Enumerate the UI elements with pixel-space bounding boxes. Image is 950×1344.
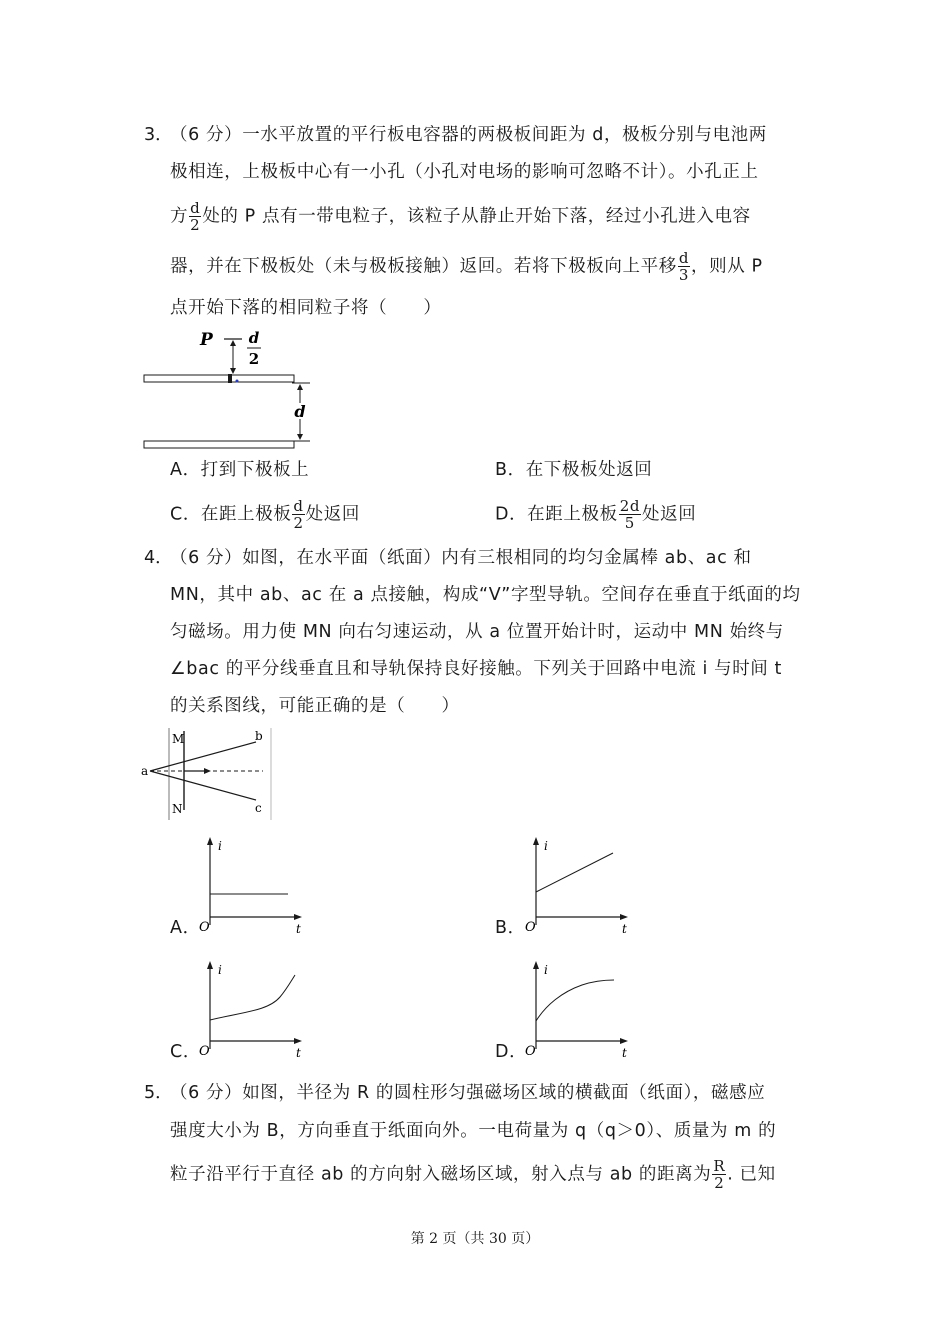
q3-option-d-post: 处返回 xyxy=(642,504,697,525)
q5-line-2: 强度大小为 B，方向垂直于纸面向外。一电荷量为 q（q＞0）、质量为 m 的 xyxy=(170,1121,777,1141)
particle-dot xyxy=(236,380,239,383)
graph-d xyxy=(524,959,636,1059)
q3-line-2: 极相连，上极板中心有一小孔（小孔对电场的影响可忽略不计）。小孔正上 xyxy=(170,162,759,182)
arrow-head-right-icon xyxy=(620,1038,628,1044)
fraction-numerator: R xyxy=(713,1157,726,1175)
fraction-d-over-2 xyxy=(292,498,304,531)
arrow-head-up-icon xyxy=(207,961,213,969)
label-b: b xyxy=(255,729,263,743)
rod-ac xyxy=(150,771,256,800)
half-d-denominator: 2 xyxy=(248,350,260,368)
q3-line-4 xyxy=(170,250,763,283)
q3-line-5: 点开始下落的相同粒子将（ ） xyxy=(170,298,442,318)
q4-line-4: ∠bac 的平分线垂直且和导轨保持良好接触。下列关于回路中电流 i 与时间 t xyxy=(170,659,783,679)
fraction-denominator: 5 xyxy=(624,514,635,532)
arrow-head-down-icon xyxy=(230,368,236,374)
q5-line-1: （6 分）如图，半径为 R 的圆柱形匀强磁场区域的横截面（纸面），磁感应 xyxy=(170,1083,766,1103)
fraction-numerator: d xyxy=(678,249,690,267)
graph-b xyxy=(524,835,636,935)
q4-option-a[interactable]: A． xyxy=(170,918,201,938)
q3-line-3-pre: 方 xyxy=(170,206,189,227)
axis-label-t: t xyxy=(296,922,301,935)
fraction-d-over-2 xyxy=(189,200,201,233)
fraction-d-over-3 xyxy=(678,250,690,283)
capacitor-figure xyxy=(140,325,315,455)
axis-label-i: i xyxy=(218,963,222,977)
q5-number: 5． xyxy=(144,1083,173,1103)
q4-line-2: MN，其中 ab、ac 在 a 点接触，构成“V”字型导轨。空间存在垂直于纸面的均 xyxy=(170,585,801,605)
v-rail-figure xyxy=(138,728,273,820)
q3-number: 3． xyxy=(144,125,173,145)
q5-line-3-pre: 粒子沿平行于直径 ab 的方向射入磁场区域，射入点与 ab 的距离为 xyxy=(170,1164,712,1185)
current-curve xyxy=(536,853,613,892)
half-d-numerator: d xyxy=(248,329,260,347)
q3-line-3-post: 处的 P 点有一带电粒子，该粒子从静止开始下落，经过小孔进入电容 xyxy=(202,206,751,227)
fraction-numerator: d xyxy=(190,199,201,217)
fraction-r-over-2 xyxy=(712,1158,726,1191)
fraction-2d-over-5 xyxy=(619,498,641,531)
q4-option-c[interactable]: C． xyxy=(170,1042,201,1062)
origin-label: O xyxy=(525,920,536,935)
q3-option-d-pre: D．在距上极板 xyxy=(495,504,618,525)
arrow-head-right-icon xyxy=(620,914,628,920)
arrow-head-down-icon xyxy=(297,434,303,440)
current-curve xyxy=(210,975,295,1020)
q3-line-4-post: ，则从 P xyxy=(691,256,763,277)
q4-line-5: 的关系图线，可能正确的是（ ） xyxy=(170,696,460,716)
axis-label-t: t xyxy=(622,1046,627,1059)
d-label: d xyxy=(294,402,306,421)
fraction-denominator: 2 xyxy=(190,216,201,234)
rod-ab xyxy=(150,742,256,771)
axis-label-i: i xyxy=(544,839,548,853)
arrow-head-up-icon xyxy=(533,837,539,845)
axis-label-t: t xyxy=(296,1046,301,1059)
arrow-head-right-icon xyxy=(294,914,302,920)
upper-plate xyxy=(144,375,294,382)
label-m: M xyxy=(172,732,185,746)
label-c: c xyxy=(255,801,262,815)
q4-line-1: （6 分）如图，在水平面（纸面）内有三根相同的均匀金属棒 ab、ac 和 xyxy=(170,548,752,568)
fraction-numerator: 2d xyxy=(619,497,641,515)
fraction-denominator: 3 xyxy=(678,266,689,284)
q4-number: 4． xyxy=(144,548,173,568)
origin-label: O xyxy=(525,1044,536,1059)
q3-option-d[interactable] xyxy=(495,498,696,531)
graph-a xyxy=(198,835,310,935)
page-footer: 第 2 页（共 30 页） xyxy=(410,1231,540,1247)
origin-label: O xyxy=(199,920,210,935)
label-n: N xyxy=(172,802,183,816)
q3-line-4-pre: 器，并在下极板处（未与极板接触）返回。若将下极板向上平移 xyxy=(170,256,677,277)
point-p-label: P xyxy=(200,330,213,350)
axis-label-t: t xyxy=(622,922,627,935)
axis-label-i: i xyxy=(544,963,548,977)
arrow-head-right-icon xyxy=(204,768,211,774)
q3-option-c[interactable] xyxy=(170,498,360,531)
arrow-head-up-icon xyxy=(207,837,213,845)
q5-line-3 xyxy=(170,1158,776,1191)
arrow-head-right-icon xyxy=(294,1038,302,1044)
axis-label-i: i xyxy=(218,839,222,853)
origin-label: O xyxy=(199,1044,210,1059)
graph-c xyxy=(198,959,310,1059)
q3-line-3 xyxy=(170,200,751,233)
arrow-head-up-icon xyxy=(533,961,539,969)
q3-line-1: （6 分）一水平放置的平行板电容器的两极板间距为 d，极板分别与电池两 xyxy=(170,125,767,145)
fraction-denominator: 2 xyxy=(714,1174,725,1192)
q4-line-3: 匀磁场。用力使 MN 向右匀速运动，从 a 位置开始计时，运动中 MN 始终与 xyxy=(170,622,784,642)
q3-option-c-post: 处返回 xyxy=(305,504,360,525)
current-curve xyxy=(536,980,614,1021)
q4-option-d[interactable]: D． xyxy=(495,1042,528,1062)
q3-option-a[interactable]: A．打到下极板上 xyxy=(170,460,310,480)
q5-line-3-post: . 已知 xyxy=(727,1164,776,1185)
arrow-head-up-icon xyxy=(230,340,236,346)
lower-plate xyxy=(144,441,294,448)
q4-option-b[interactable]: B． xyxy=(495,918,526,938)
q3-option-b[interactable]: B．在下极板处返回 xyxy=(495,460,653,480)
arrow-head-up-icon xyxy=(297,384,303,390)
fraction-denominator: 2 xyxy=(293,514,304,532)
fraction-numerator: d xyxy=(293,497,304,515)
label-a: a xyxy=(141,764,149,778)
small-hole xyxy=(228,374,232,383)
q3-option-c-pre: C．在距上极板 xyxy=(170,504,292,525)
